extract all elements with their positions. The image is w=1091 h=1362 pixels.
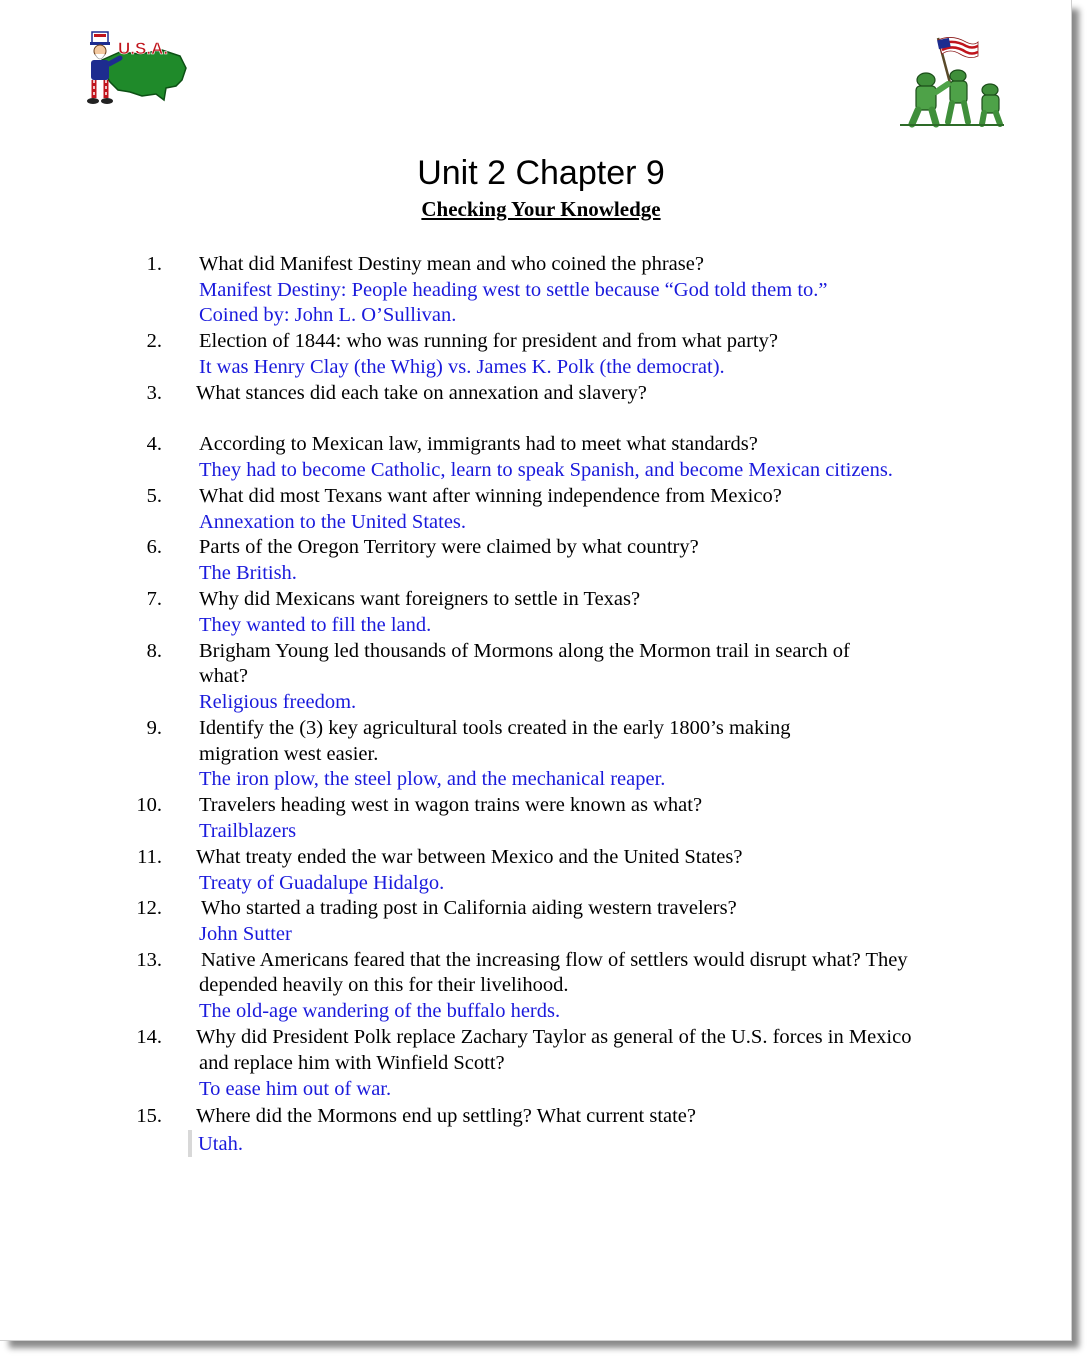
question-text: and replace him with Winfield Scott? <box>199 1052 505 1074</box>
uncle-sam-usa-logo <box>80 30 192 110</box>
question-number: 7. <box>146 588 162 610</box>
question-number: 9. <box>146 717 162 739</box>
question-number: 14. <box>136 1026 162 1048</box>
question-text: Where did the Mormons end up settling? What current state? <box>196 1105 697 1127</box>
question-text: According to Mexican law, immigrants had to meet what standards? <box>199 433 758 455</box>
question-number: 8. <box>146 640 162 662</box>
question-number: 6. <box>146 536 162 558</box>
answer-text: Utah. <box>198 1133 243 1155</box>
question-number: 15. <box>136 1105 162 1127</box>
question-text: Election of 1844: who was running for president and from what party? <box>199 330 778 352</box>
page-title: Unit 2 Chapter 9 <box>417 154 665 192</box>
question-text: Identify the (3) key agricultural tools created in the early 1800’s making <box>199 717 791 739</box>
question-text: Why did President Polk replace Zachary Taylor as general of the U.S. forces in Mexico <box>196 1026 912 1048</box>
answer-text: Manifest Destiny: People heading west to settle because “God told them to.” <box>199 279 828 301</box>
question-text: Brigham Young led thousands of Mormons along the Mormon trail in search of <box>199 640 850 662</box>
question-text: depended heavily on this for their livelihood. <box>199 974 569 996</box>
answer-text: The old-age wandering of the buffalo herds. <box>199 1000 561 1022</box>
svg-text:U.S.A.: U.S.A. <box>118 39 169 58</box>
answer-text: Coined by: John L. O’Sullivan. <box>199 304 457 326</box>
question-number: 1. <box>146 253 162 275</box>
question-text: What did Manifest Destiny mean and who coined the phrase? <box>199 253 704 275</box>
question-text: Parts of the Oregon Territory were claimed by what country? <box>199 536 699 558</box>
answer-text: Trailblazers <box>199 820 297 842</box>
page-subtitle: Checking Your Knowledge <box>421 197 661 221</box>
answer-text: It was Henry Clay (the Whig) vs. James K. Polk (the democrat). <box>199 356 725 378</box>
answer-text: They wanted to fill the land. <box>199 614 432 636</box>
answer-text: To ease him out of war. <box>199 1078 392 1100</box>
answer-text: Treaty of Guadalupe Hidalgo. <box>199 872 445 894</box>
question-number: 11. <box>137 846 162 868</box>
question-number: 13. <box>136 949 162 971</box>
question-number: 5. <box>146 485 162 507</box>
question-text: Travelers heading west in wagon trains were known as what? <box>199 794 703 816</box>
question-text: What stances did each take on annexation and slavery? <box>196 382 647 404</box>
question-text: Who started a trading post in California aiding western travelers? <box>201 897 737 919</box>
question-number: 12. <box>136 897 162 919</box>
text-cursor-bar <box>188 1130 192 1157</box>
question-number: 2. <box>146 330 162 352</box>
answer-text: John Sutter <box>199 923 292 945</box>
answer-text: Religious freedom. <box>199 691 357 713</box>
answer-text: The British. <box>199 562 297 584</box>
question-text: migration west easier. <box>199 743 379 765</box>
question-text: What treaty ended the war between Mexico and the United States? <box>196 846 743 868</box>
question-number: 4. <box>146 433 162 455</box>
question-number: 3. <box>146 382 162 404</box>
question-text: What did most Texans want after winning independence from Mexico? <box>199 485 782 507</box>
soldiers-flag-logo <box>896 34 1008 130</box>
question-text: Native Americans feared that the increasing flow of settlers would disrupt what? They <box>201 949 908 971</box>
answer-text: The iron plow, the steel plow, and the mechanical reaper. <box>199 768 666 790</box>
question-text: Why did Mexicans want foreigners to settle in Texas? <box>199 588 641 610</box>
question-text: what? <box>199 665 248 687</box>
question-number: 10. <box>136 794 162 816</box>
answer-text: They had to become Catholic, learn to speak Spanish, and become Mexican citizens. <box>199 459 893 481</box>
answer-text: Annexation to the United States. <box>199 511 467 533</box>
